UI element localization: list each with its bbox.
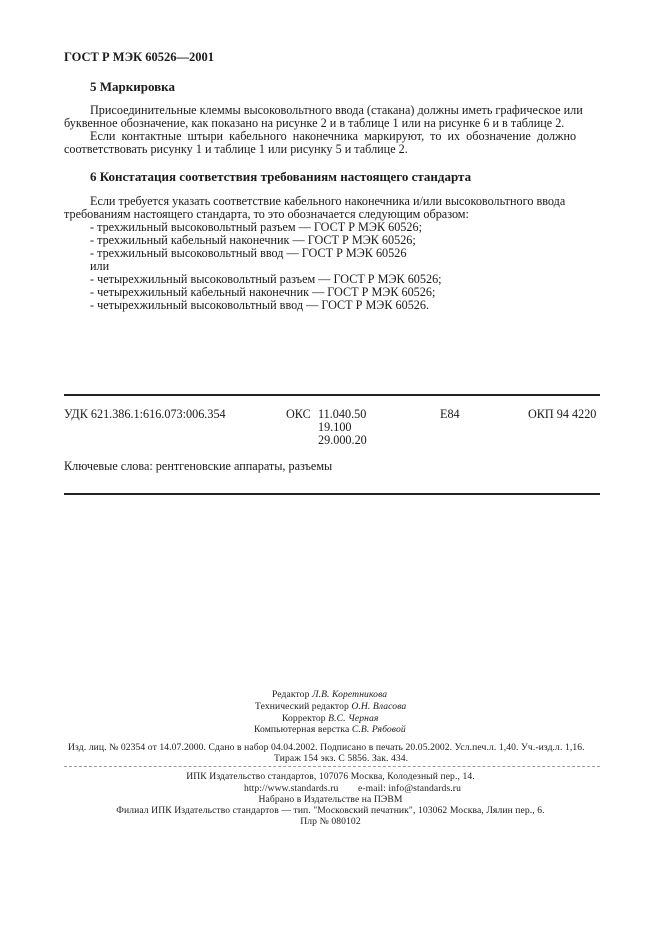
list-item: - четырехжильный высоковольтный ввод — ГОСТ Р МЭК 60526. [90,298,430,312]
oks-code: 29.000.20 [318,433,367,447]
list-item: - трехжильный высоковольтный разъем — ГОСТ Р МЭК 60526; [90,220,422,234]
publisher-email: e-mail: info@standards.ru [358,783,461,794]
imprint-layout [254,724,406,735]
e-code: Е84 [440,407,460,421]
imprint-tech-editor [255,701,406,712]
editor-name: Л.В. Коретникова [311,689,388,700]
typeset-note: Набрано в Издательстве на ПЭВМ [258,794,403,805]
document-header: ГОСТ Р МЭК 60526—2001 [64,50,214,64]
list-item: - трехжильный высоковольтный ввод — ГОСТ Р МЭК 60526 [90,246,407,260]
plr-number: Плр № 080102 [300,816,361,827]
list-item: - трехжильный кабельный наконечник — ГОСТ Р МЭК 60526; [90,233,416,247]
section-6-title: 6 Констатация соответствия требованиям настоящего стандарта [90,169,472,184]
publication-info-line-1: Изд. лиц. № 02354 от 14.07.2000. Сдано в набор 04.04.2002. Подписано в печать 20.05.2002. Усл.печ.л. 1,40. Уч.-изд.л. 1,16. [68,742,585,753]
section-5-paragraph-1-line-2: буквенное обозначение, как показано на рисунке 2 и в таблице 1 или на рисунке 6 и в таблице 2. [64,116,565,130]
publication-info-line-2: Тираж 154 экз. С 5856. Зак. 434. [274,753,409,764]
okp-code: ОКП 94 4220 [528,407,597,421]
udk-code: УДК 621.386.1:616.073:006.354 [64,407,226,421]
oks-code: 19.100 [318,420,352,434]
section-6-paragraph-line-1: Если требуется указать соответствие кабельного наконечника и/или высоковольтного ввода [90,194,566,208]
corrector-name: В.С. Черная [328,713,379,724]
oks-code: 11.040.50 [318,407,367,421]
bottom-divider [64,493,600,495]
imprint-divider [64,766,600,767]
corrector-label: Корректор [282,713,326,724]
list-item-or: или [90,259,110,273]
editor-label: Редактор [272,689,310,700]
imprint-corrector [282,713,378,724]
printing-branch: Филиал ИПК Издательство стандартов — тип. "Московский печатник", 103062 Москва, Лялин пер., 6. [116,805,545,816]
publisher-address: ИПК Издательство стандартов, 107076 Москва, Колодезный пер., 14. [186,771,475,782]
list-item: - четырехжильный кабельный наконечник — ГОСТ Р МЭК 60526; [90,285,436,299]
keywords: Ключевые слова: рентгеновские аппараты, разъемы [64,459,333,473]
section-5-title: 5 Маркировка [90,79,175,94]
list-item: - четырехжильный высоковольтный разъем — ГОСТ Р МЭК 60526; [90,272,442,286]
oks-label: ОКС [286,407,311,421]
section-5-paragraph-2-line-2: соответствовать рисунку 1 и таблице 1 или рисунку 5 и таблице 2. [64,142,408,156]
tech-editor-name: О.Н. Власова [351,701,407,712]
top-divider [64,394,600,396]
publisher-website: http://www.standards.ru [244,783,339,794]
section-5-paragraph-1-line-1: Присоединительные клеммы высоковольтного ввода (стакана) должны иметь графическое или [90,103,583,117]
section-6-paragraph-line-2: требованиям настоящего стандарта, то это обозначается следующим образом: [64,207,469,221]
tech-editor-label: Технический редактор [255,701,349,712]
imprint-editor [272,689,387,700]
layout-name: С.В. Рябовой [351,724,406,735]
layout-label: Компьютерная верстка [254,724,350,735]
section-5-paragraph-2-line-1: Если контактные штыри кабельного наконечника маркируют, то их обозначение должно [90,129,577,143]
